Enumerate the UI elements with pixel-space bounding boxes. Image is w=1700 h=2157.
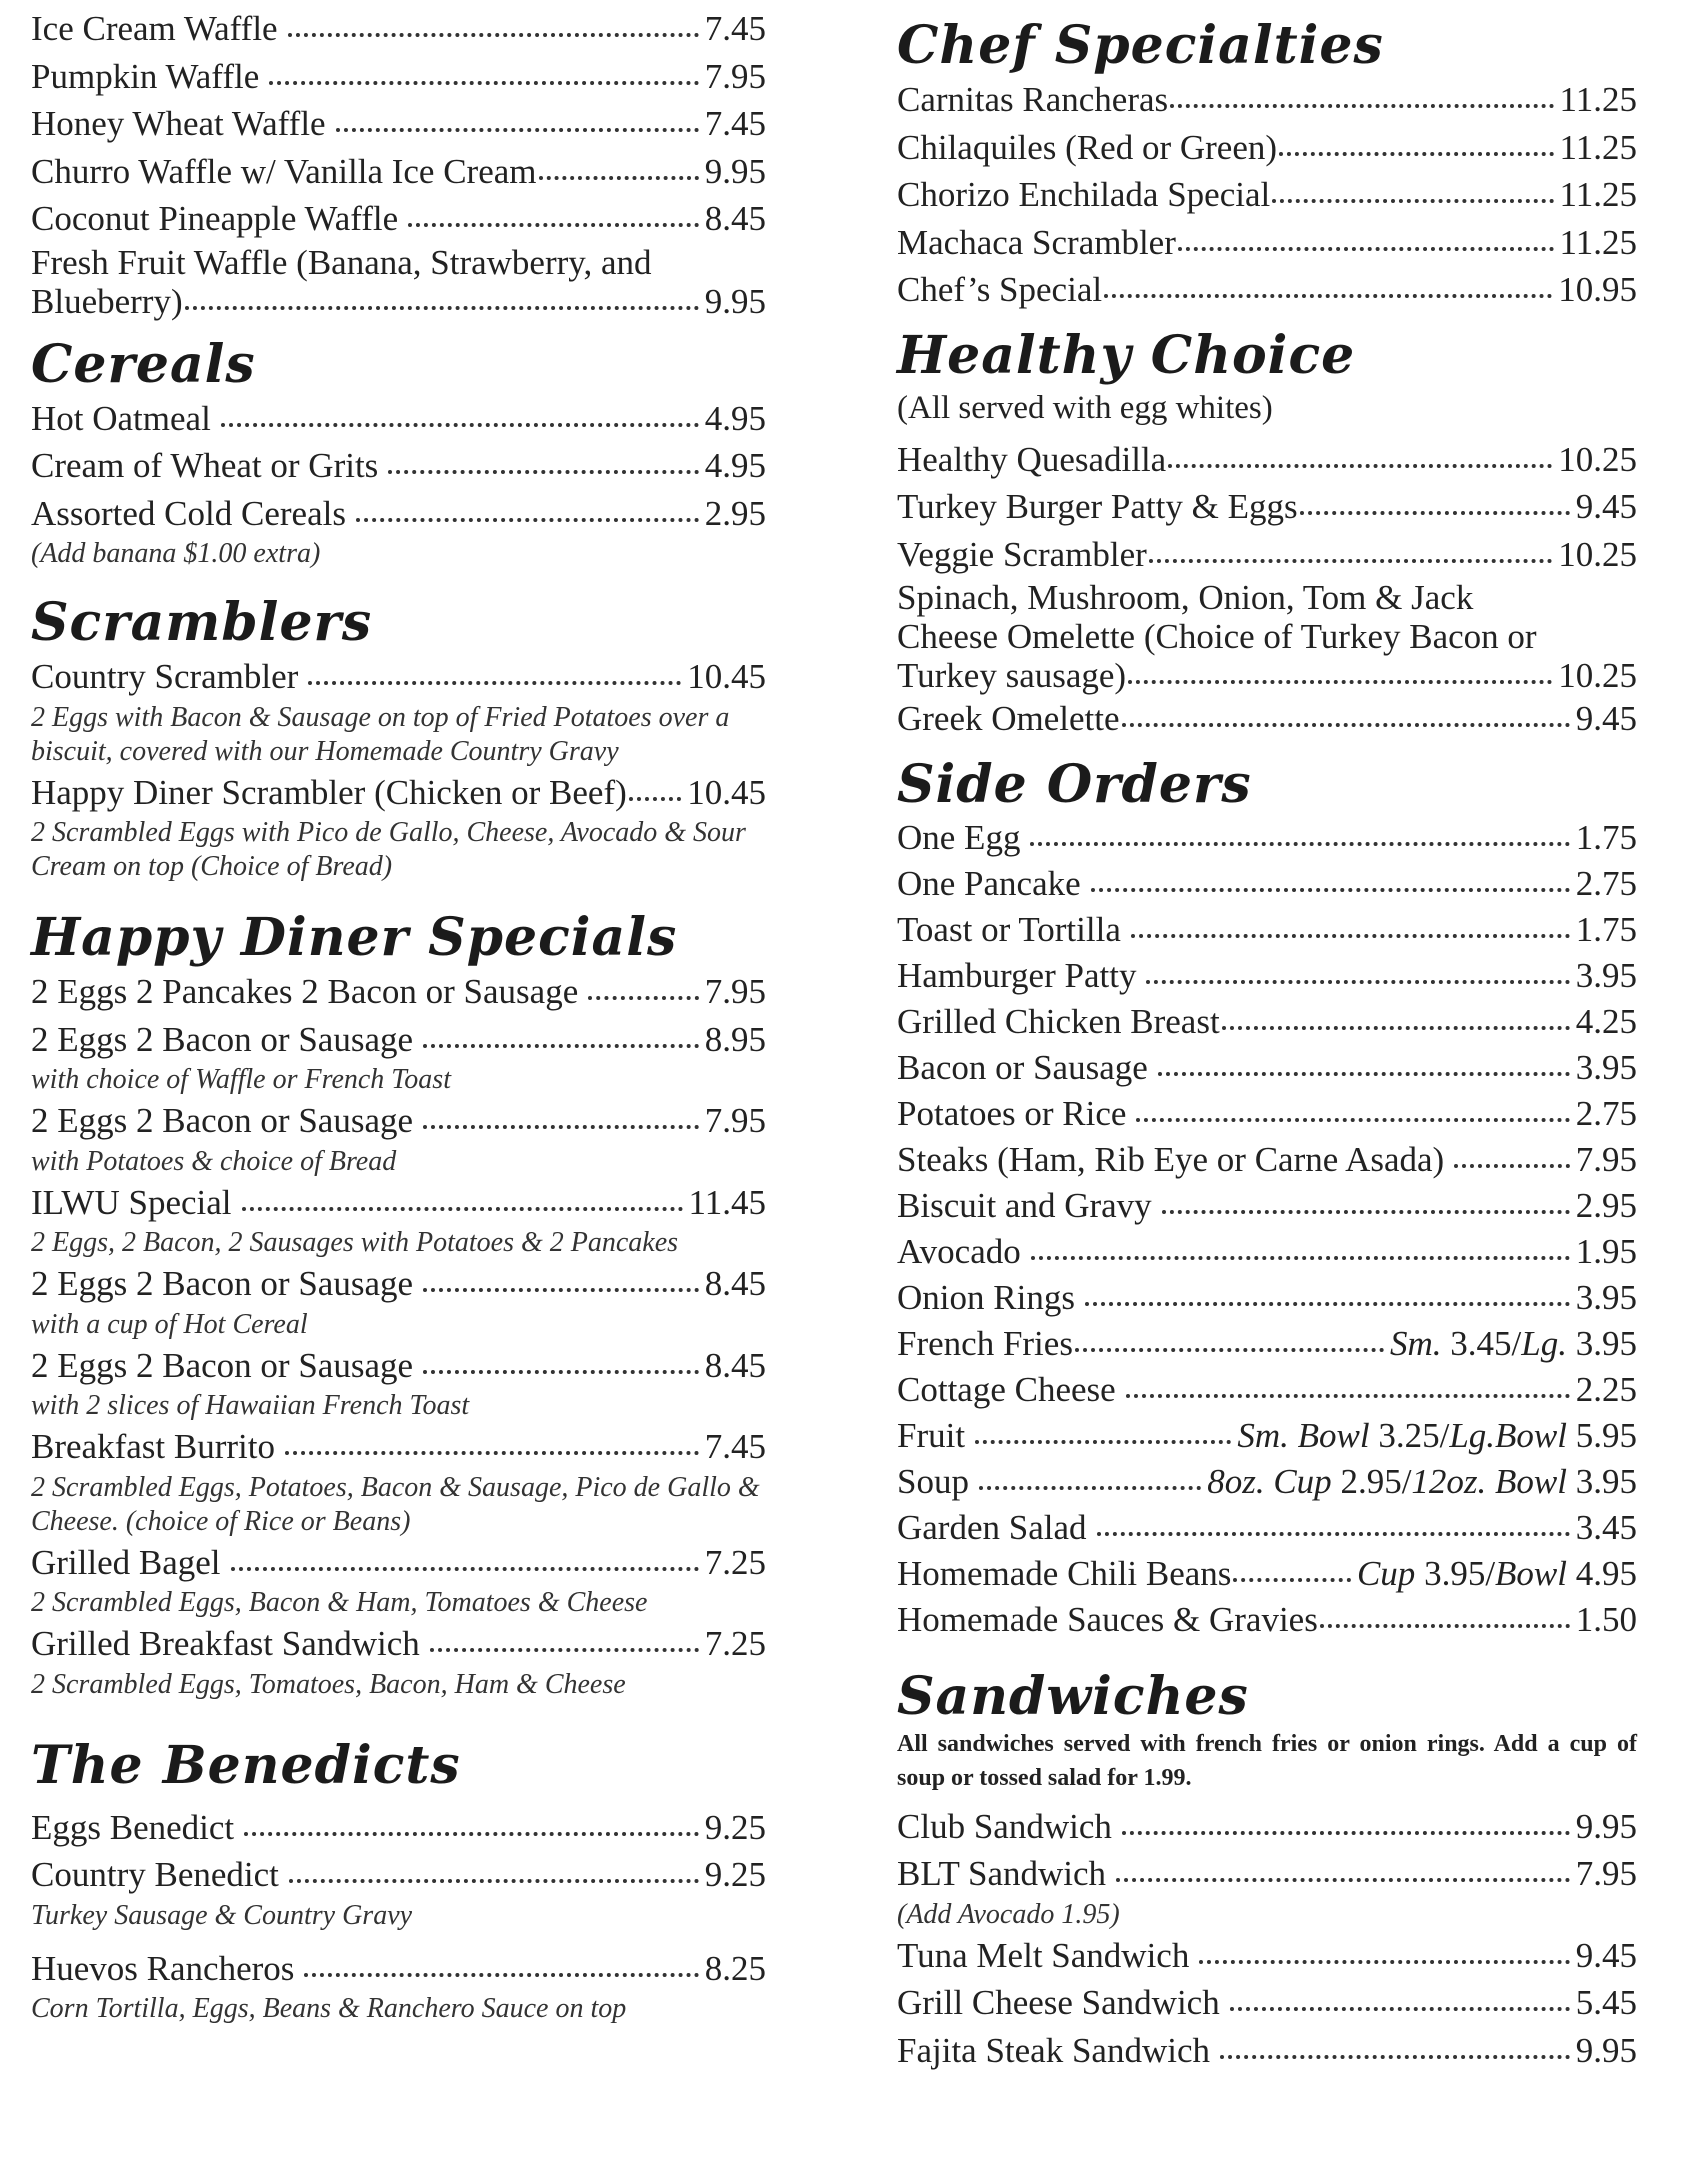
menu-item-soup: Soup 8oz. Cup 2.95/12oz. Bowl 3.95 xyxy=(897,1461,1637,1501)
menu-item: Greek Omelette 9.45 xyxy=(897,699,1637,738)
menu-item: Veggie Scrambler 10.25 xyxy=(897,534,1637,574)
menu-item: Cream of Wheat or Grits 4.95 xyxy=(31,446,766,485)
item-description: with choice of Waffle or French Toast xyxy=(31,1064,451,1095)
menu-item: Fresh Fruit Waffle (Banana, Strawberry, and Blueberry) 9.95 xyxy=(31,242,766,321)
menu-item-french-fries: French Fries Sm. 3.45/Lg. 3.95 xyxy=(897,1323,1637,1363)
menu-item: One Egg 1.75 xyxy=(897,817,1637,857)
item-description: with a cup of Hot Cereal xyxy=(31,1308,308,1340)
right-column xyxy=(897,0,1637,2074)
menu-item: Toast or Tortilla 1.75 xyxy=(897,909,1637,949)
menu-item: BLT Sandwich 7.95 xyxy=(897,1854,1637,1893)
specials-list xyxy=(31,968,766,1702)
menu-item: Avocado 1.95 xyxy=(897,1231,1637,1271)
menu-item: Fajita Steak Sandwich 9.95 xyxy=(897,2030,1637,2070)
chef-specialties-heading: Chef Specialties xyxy=(897,15,1384,76)
sandwiches-note: All sandwiches served with french fries or onion rings. Add a cup of soup or tossed salad for 1.99. xyxy=(897,1730,1637,1791)
benedicts-list xyxy=(31,1804,766,2027)
menu-item: Potatoes or Rice 2.75 xyxy=(897,1093,1637,1133)
menu-item: Cottage Cheese 2.25 xyxy=(897,1369,1637,1409)
scramblers-heading: Scramblers xyxy=(31,592,373,653)
item-description: Turkey Sausage & Country Gravy xyxy=(31,1899,413,1931)
menu-item: Hot Oatmeal 4.95 xyxy=(31,398,766,438)
item-description: Corn Tortilla, Eggs, Beans & Ranchero Sauce on top xyxy=(31,1993,627,2024)
menu-item: Tuna Melt Sandwich 9.45 xyxy=(897,1935,1637,1975)
healthy-choice-heading: Healthy Choice xyxy=(897,324,1356,386)
menu-item: Machaca Scrambler 11.25 xyxy=(897,222,1637,262)
side-orders-list xyxy=(897,815,1637,1643)
sandwiches-list xyxy=(897,1803,1637,2075)
item-description: with 2 slices of Hawaiian French Toast xyxy=(31,1390,470,1421)
scramblers-list xyxy=(31,653,766,884)
menu-item: Chorizo Enchilada Special 11.25 xyxy=(897,175,1637,214)
menu-item-fruit: Fruit Sm. Bowl 3.25/Lg.Bowl 5.95 xyxy=(897,1415,1637,1455)
menu-item: Spinach, Mushroom, Onion, Tom & Jack Cheese Omelette (Choice of Turkey Bacon or Turkey sausage) 10.25 xyxy=(897,578,1637,695)
item-description: 2 Scrambled Eggs, Tomatoes, Bacon, Ham & Cheese xyxy=(31,1668,626,1700)
menu-item: 2 Eggs 2 Bacon or Sausage 8.95 xyxy=(31,1019,766,1059)
item-description: 2 Eggs, 2 Bacon, 2 Sausages with Potatoes & 2 Pancakes xyxy=(31,1227,679,1258)
menu-item: Garden Salad 3.45 xyxy=(897,1507,1637,1547)
menu-item: Coconut Pineapple Waffle 8.45 xyxy=(31,199,766,238)
menu-item: Honey Wheat Waffle 7.45 xyxy=(31,104,766,143)
cereals-heading: Cereals xyxy=(31,333,256,395)
menu-item: Grilled Chicken Breast 4.25 xyxy=(897,1001,1637,1041)
item-description: 2 Scrambled Eggs with Pico de Gallo, Cheese, Avocado & Sour Cream on top (Choice of Bread) xyxy=(31,817,746,882)
item-description: (Add Avocado 1.95) xyxy=(897,1898,1120,1930)
menu-item: Steaks (Ham, Rib Eye or Carne Asada) 7.95 xyxy=(897,1139,1637,1179)
menu-item: Onion Rings 3.95 xyxy=(897,1277,1637,1317)
menu-item: 2 Eggs 2 Bacon or Sausage 8.45 xyxy=(31,1345,766,1385)
item-description: 2 Eggs with Bacon & Sausage on top of Fried Potatoes over a biscuit, covered with our Homemade Country Gravy xyxy=(31,701,730,767)
menu-item: Grill Cheese Sandwich 5.45 xyxy=(897,1983,1637,2022)
happy-diner-specials-heading: Happy Diner Specials xyxy=(31,907,678,968)
healthy-choice-note: (All served with egg whites) xyxy=(897,389,1273,426)
menu-item: Breakfast Burrito 7.45 xyxy=(31,1427,766,1466)
menu-item: Churro Waffle w/ Vanilla Ice Cream 9.95 xyxy=(31,151,766,191)
menu-item: Pumpkin Waffle 7.95 xyxy=(31,56,766,96)
cereals-note: (Add banana $1.00 extra) xyxy=(31,538,321,569)
menu-item: Carnitas Rancheras 11.25 xyxy=(897,80,1637,119)
left-column xyxy=(31,0,766,2026)
menu-item: Assorted Cold Cereals 2.95 xyxy=(31,493,766,533)
menu-item: Huevos Rancheros 8.25 xyxy=(31,1948,766,1988)
chef-specialties-list xyxy=(897,76,1637,314)
item-description: 2 Scrambled Eggs, Bacon & Ham, Tomatoes & Cheese xyxy=(31,1587,648,1618)
item-description: 2 Scrambled Eggs, Potatoes, Bacon & Sausage, Pico de Gallo & Cheese. (choice of Rice or Beans) xyxy=(31,1471,760,1537)
menu-item: Healthy Quesadilla 10.25 xyxy=(897,439,1637,479)
benedicts-heading: The Benedicts xyxy=(31,1734,461,1796)
menu-item: Biscuit and Gravy 2.95 xyxy=(897,1185,1637,1225)
menu-item: Grilled Bagel 7.25 xyxy=(31,1542,766,1582)
menu-item: Ice Cream Waffle 7.45 xyxy=(31,9,766,48)
side-orders-heading: Side Orders xyxy=(897,753,1252,815)
menu-item: Chef’s Special 10.95 xyxy=(897,270,1637,309)
menu-item: Club Sandwich 9.95 xyxy=(897,1806,1637,1846)
item-description: with Potatoes & choice of Bread xyxy=(31,1145,397,1177)
waffles-list xyxy=(31,5,766,321)
cereals-list xyxy=(31,395,766,572)
menu-item: 2 Eggs 2 Pancakes 2 Bacon or Sausage 7.95 xyxy=(31,972,766,1011)
sandwiches-heading: Sandwiches xyxy=(897,1665,1249,1727)
menu-item: Country Scrambler 10.45 xyxy=(31,657,766,696)
menu-item: Happy Diner Scrambler (Chicken or Beef) 10.45 xyxy=(31,772,766,812)
menu-item: Eggs Benedict 9.25 xyxy=(31,1807,766,1847)
menu-item: Grilled Breakfast Sandwich 7.25 xyxy=(31,1624,766,1663)
menu-item: 2 Eggs 2 Bacon or Sausage 8.45 xyxy=(31,1264,766,1303)
menu-item: Turkey Burger Patty & Eggs 9.45 xyxy=(897,487,1637,526)
menu-item: One Pancake 2.75 xyxy=(897,863,1637,903)
menu-item: Homemade Sauces & Gravies 1.50 xyxy=(897,1599,1637,1639)
healthy-choice-list xyxy=(897,436,1637,743)
menu-item: Bacon or Sausage 3.95 xyxy=(897,1047,1637,1087)
menu-item: Hamburger Patty 3.95 xyxy=(897,955,1637,995)
menu-item: 2 Eggs 2 Bacon or Sausage 7.95 xyxy=(31,1101,766,1140)
menu-item-chili: Homemade Chili Beans Cup 3.95/Bowl 4.95 xyxy=(897,1553,1637,1593)
menu-item: Chilaquiles (Red or Green) 11.25 xyxy=(897,127,1637,167)
menu-item: ILWU Special 11.45 xyxy=(31,1182,766,1222)
menu-item: Country Benedict 9.25 xyxy=(31,1855,766,1894)
